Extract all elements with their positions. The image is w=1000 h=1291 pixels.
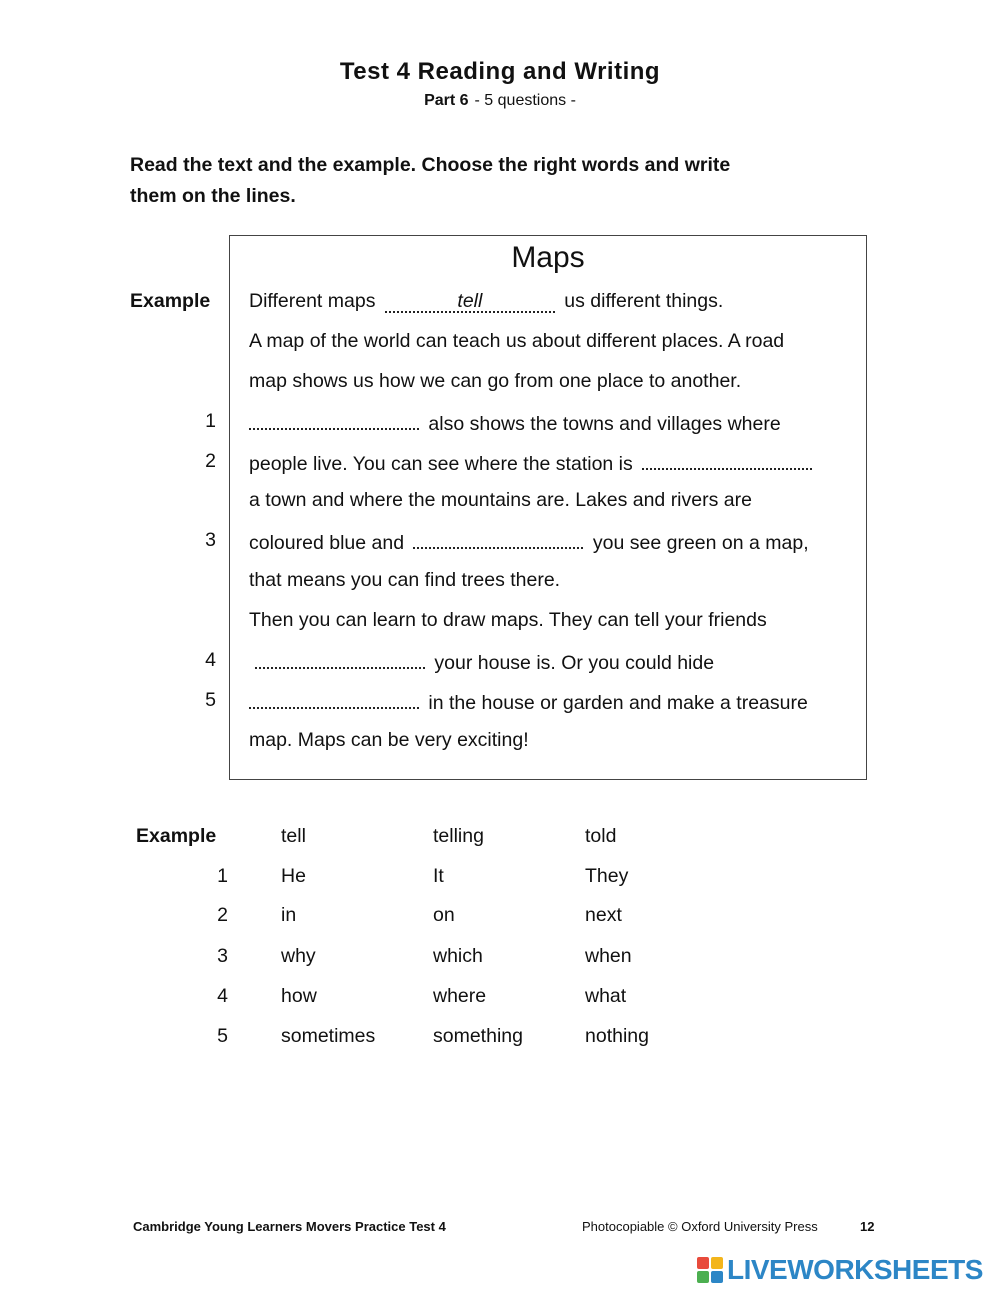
passage-line: Then you can learn to draw maps. They can tell your friends [249,609,767,631]
passage-line-example [249,290,723,313]
passage-number-1: 1 [205,410,216,432]
choice-option: sometimes [281,1025,376,1047]
passage-line: A map of the world can teach us about different places. A road [249,330,785,352]
passage-line-q1 [249,410,781,436]
choice-option: nothing [585,1025,649,1047]
passage-line: that means you can find trees there. [249,569,561,591]
passage-text: people live. You can see where the station is [249,453,633,475]
page-title: Test 4 Reading and Writing [339,58,661,85]
questions-count: - 5 questions - [474,92,576,109]
instructions [130,150,850,212]
choice-option: told [585,825,617,847]
choice-option: when [585,945,632,967]
passage-line: a town and where the mountains are. Lakes and rivers are [249,489,752,511]
passage-number-2: 2 [205,450,216,472]
choice-option: It [433,865,444,887]
page-subtitle [0,92,1000,110]
choice-option: where [433,985,487,1007]
passage-text: you see green on a map, [592,532,809,554]
choice-option: next [585,904,622,926]
passage-text: also shows the towns and villages where [428,413,781,435]
passage-text: Different maps [249,290,376,312]
passage-line: map. Maps can be very exciting! [249,729,529,751]
passage-line-q5 [249,689,808,715]
passage-text: us different things. [564,290,724,312]
passage-text: in the house or garden and make a treasure [428,692,808,714]
liveworksheets-brand[interactable] [697,1255,983,1285]
choice-option: which [433,945,483,967]
choices-example-label: Example [136,825,217,847]
example-answer-blank [385,291,555,313]
choice-number-5: 5 [217,1025,228,1047]
part-label: Part 6 [424,92,469,109]
answer-blank-2[interactable] [642,450,812,470]
passage-number-5: 5 [205,689,216,711]
choice-number-1: 1 [217,865,228,887]
passage-text: your house is. Or you could hide [434,652,715,674]
passage-title: Maps [511,241,585,274]
choice-number-3: 3 [217,945,228,967]
choice-option: how [281,985,317,1007]
answer-blank-3[interactable] [413,529,583,549]
choice-number-2: 2 [217,904,228,926]
choice-option: telling [433,825,484,847]
footer-copyright: Photocopiable © Oxford University Press [582,1219,818,1234]
passage-number-4: 4 [205,649,216,671]
choice-number-4: 4 [217,985,228,1007]
choice-option: in [281,904,297,926]
choice-option: They [585,865,629,887]
passage-line-q4 [249,649,714,675]
choice-option: why [281,945,316,967]
brand-text: LIVEWORKSHEETS [727,1254,983,1285]
example-answer: tell [457,290,483,312]
page-number: 12 [860,1219,875,1234]
passage-example-label: Example [130,290,211,312]
passage-line-q3 [249,529,809,555]
choice-option: something [433,1025,523,1047]
choice-option: on [433,904,455,926]
choice-option: what [585,985,627,1007]
passage-line-q2 [249,450,816,476]
footer-title: Cambridge Young Learners Movers Practice Test 4 [133,1219,446,1234]
answer-blank-1[interactable] [249,410,419,430]
choice-option: He [281,865,306,887]
liveworksheets-logo-icon [697,1257,723,1283]
answer-blank-5[interactable] [249,689,419,709]
choice-option: tell [281,825,306,847]
passage-number-3: 3 [205,529,216,551]
instructions-line-2: them on the lines. [130,185,296,207]
passage-line: map shows us how we can go from one place to another. [249,370,742,392]
instructions-line-1: Read the text and the example. Choose the right words and write [130,154,731,176]
answer-blank-4[interactable] [255,649,425,669]
passage-text: coloured blue and [249,532,405,554]
